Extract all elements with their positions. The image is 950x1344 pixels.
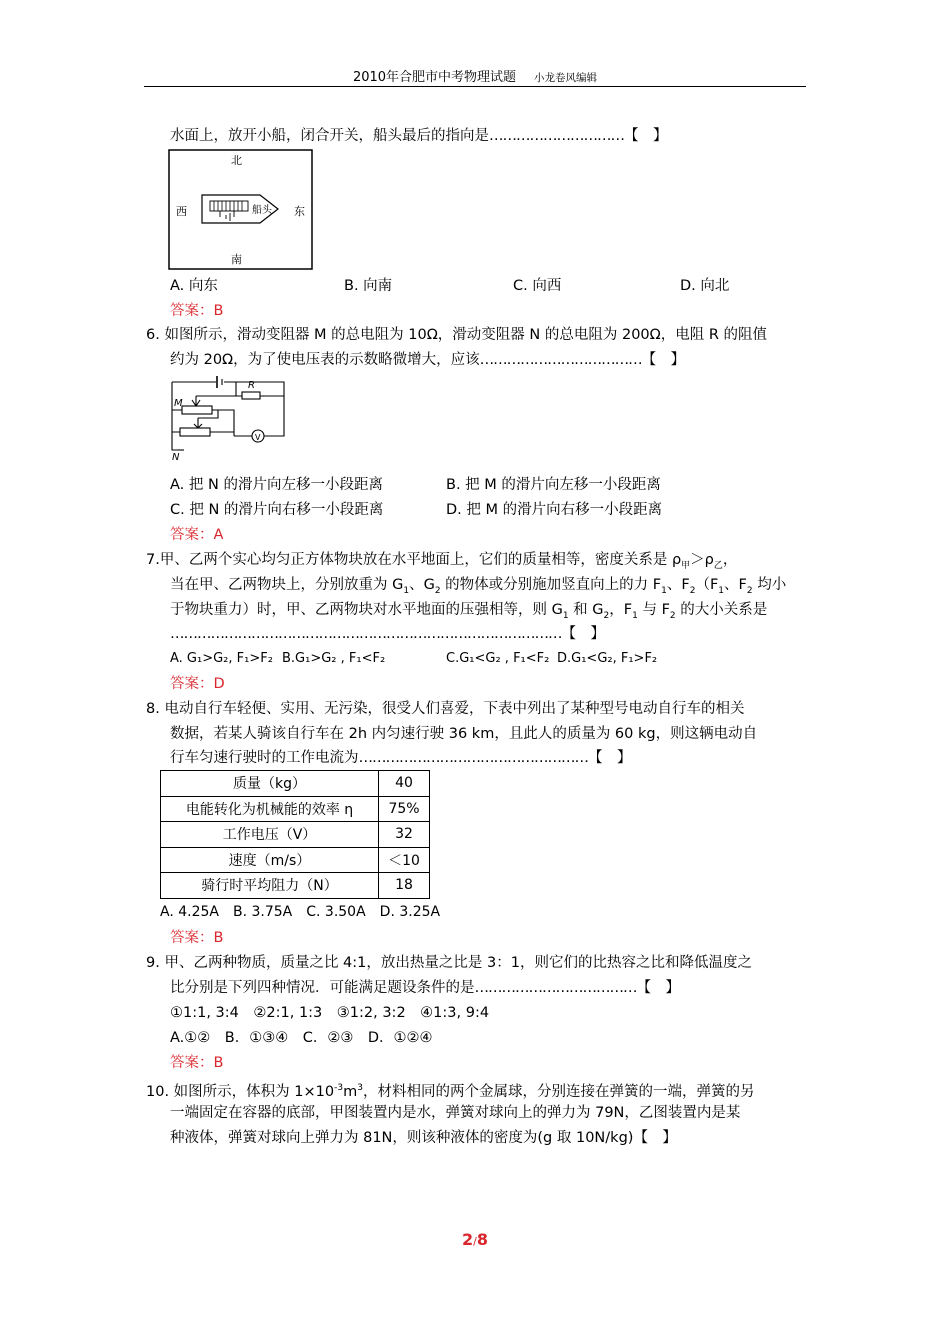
q9-line3: ①1:1, 3:4 ②2:1, 1:3 ③1:2, 3:2 ④1:3, 9:4 [170, 1005, 490, 1021]
q6-answer: 答案：A [170, 527, 224, 543]
q7-line1: 7.甲、乙两个实心均匀正方体物块放在水平地面上，它们的质量相等，密度关系是 $\rho_甲>\rho_乙$， [146, 552, 738, 571]
q8-answer: 答案：B [170, 930, 224, 946]
q5-boat-figure [168, 149, 314, 271]
q5-stem: 水面上，放开小船，闭合开关，船头最后的指向是…………………………【 】 [170, 128, 668, 144]
q10-line2: 一端固定在容器的底部，甲图装置内是水，弹簧对球向上的弹力为 79N，乙图装置内是某 [170, 1105, 741, 1121]
header-title: 2010年合肥市中考物理试题 [352, 70, 517, 85]
q8-options: A. 4.25A B. 3.75A C. 3.50A D. 3.25A [160, 904, 441, 920]
q7-line4: ……………………………………………………………………………【 】 [170, 626, 605, 642]
q7-answer-bracket: 【 】 [561, 626, 605, 642]
bow-label: 船头 [252, 205, 272, 216]
q7-line3: 于物块重力）时，甲、乙两物块对水平地面的压强相等，则 $G_1$ 和 $G_2$，$F_1$ 与 $F_2$ 的大小关系是 [170, 602, 768, 621]
page-header [0, 66, 950, 85]
q6-line2: 约为 20Ω，为了使电压表的示数略微增大，应该………………………………【 】 [170, 352, 686, 368]
q6-option-a: A. 把 N 的滑片向左移一小段距离 [170, 477, 383, 493]
q9-options: A.①② B．①③④ C．②③ D．①②④ [170, 1030, 433, 1046]
header-subtitle: 小龙卷风编辑 [534, 72, 598, 84]
q5-answer: 答案：B [170, 303, 224, 319]
label-r: R [248, 380, 255, 391]
q8-line1: 8. 电动自行车轻便、实用、无污染，很受人们喜爱，下表中列出了某种型号电动自行车的相关 [146, 701, 745, 717]
q5-answer-bracket: 【 】 [624, 128, 668, 144]
q7-option-c: C.G₁<G₂ , F₁<F₂ [446, 651, 550, 666]
q6-option-c: C. 把 N 的滑片向右移一小段距离 [170, 502, 384, 518]
rheostat-m [182, 406, 212, 414]
q10-line1: 10. 如图所示，体积为 $1\times 10^{-3}m^3$，材料相同的两个金属球，分别连接在弹簧的一端，弹簧的另 [146, 1083, 755, 1100]
west-label: 西 [176, 205, 187, 218]
page-number: 2/8 [462, 1230, 488, 1249]
q7-option-a: A. G₁>G₂, F₁>F₂ [170, 651, 273, 666]
q9-line2: 比分别是下列四种情况．可能满足题设条件的是………………………………【 】 [170, 980, 680, 996]
q10-answer-bracket: 【 】 [633, 1130, 677, 1146]
label-v: V [255, 433, 261, 442]
q7-answer: 答案：D [170, 676, 225, 692]
q9-answer: 答案：B [170, 1055, 224, 1071]
label-n: N [172, 452, 180, 463]
q8-data-table [160, 770, 430, 899]
south-label: 南 [231, 253, 242, 266]
label-m: M [174, 398, 183, 409]
table-row: 骑行时平均阻力（N） 18 [161, 873, 430, 899]
q5-option-a: A. 向东 [170, 278, 218, 294]
q6-option-b: B. 把 M 的滑片向左移一小段距离 [446, 477, 661, 493]
q6-circuit-figure [168, 372, 293, 464]
q9-line1: 9. 甲、乙两种物质，质量之比 4:1，放出热量之比是 3：1，则它们的比热容之比和降低温度之 [146, 955, 752, 971]
q7-line2: 当在甲、乙两物块上，分别放重为 $G_1$、$G_2$ 的物体或分别施加竖直向上的力 $F_1$、$F_2(F_1$、$F_2$ 均小 [170, 577, 787, 596]
east-label: 东 [294, 205, 305, 218]
q8-answer-bracket: 【 】 [588, 750, 632, 766]
q5-option-b: B. 向南 [344, 278, 393, 294]
q8-line3: 行车匀速行驶时的工作电流为……………………………………………【 】 [170, 750, 632, 766]
table-row: 质量（kg） 40 [161, 771, 430, 797]
q6-line1: 6. 如图所示，滑动变阻器 M 的总电阻为 10Ω，滑动变阻器 N 的总电阻为 200Ω，电阻 R 的阻值 [146, 327, 768, 343]
resistor-r [242, 392, 260, 399]
q9-answer-bracket: 【 】 [636, 980, 680, 996]
table-row: 电能转化为机械能的效率 η 75% [161, 796, 430, 822]
q6-option-d: D. 把 M 的滑片向右移一小段距离 [446, 502, 663, 518]
q5-option-c: C. 向西 [513, 278, 562, 294]
q6-answer-bracket: 【 】 [641, 352, 686, 368]
q8-line2: 数据，若某人骑该自行车在 2h 内匀速行驶 36 km，且此人的质量为 60 kg，则这辆电动自 [170, 726, 758, 742]
q10-line3: 种液体，弹簧对球向上弹力为 81N，则该种液体的密度为(g 取 10N/kg)【 】 [170, 1130, 677, 1146]
north-label: 北 [231, 154, 242, 167]
q7-option-d: D.G₁<G₂, F₁>F₂ [557, 651, 658, 666]
q5-option-d: D. 向北 [680, 278, 730, 294]
rheostat-n [180, 428, 210, 436]
header-rule [144, 86, 806, 87]
table-row: 工作电压（V） 32 [161, 822, 430, 848]
table-row: 速度（m/s） ＜10 [161, 847, 430, 873]
q7-option-b: B.G₁>G₂ , F₁<F₂ [282, 651, 386, 666]
